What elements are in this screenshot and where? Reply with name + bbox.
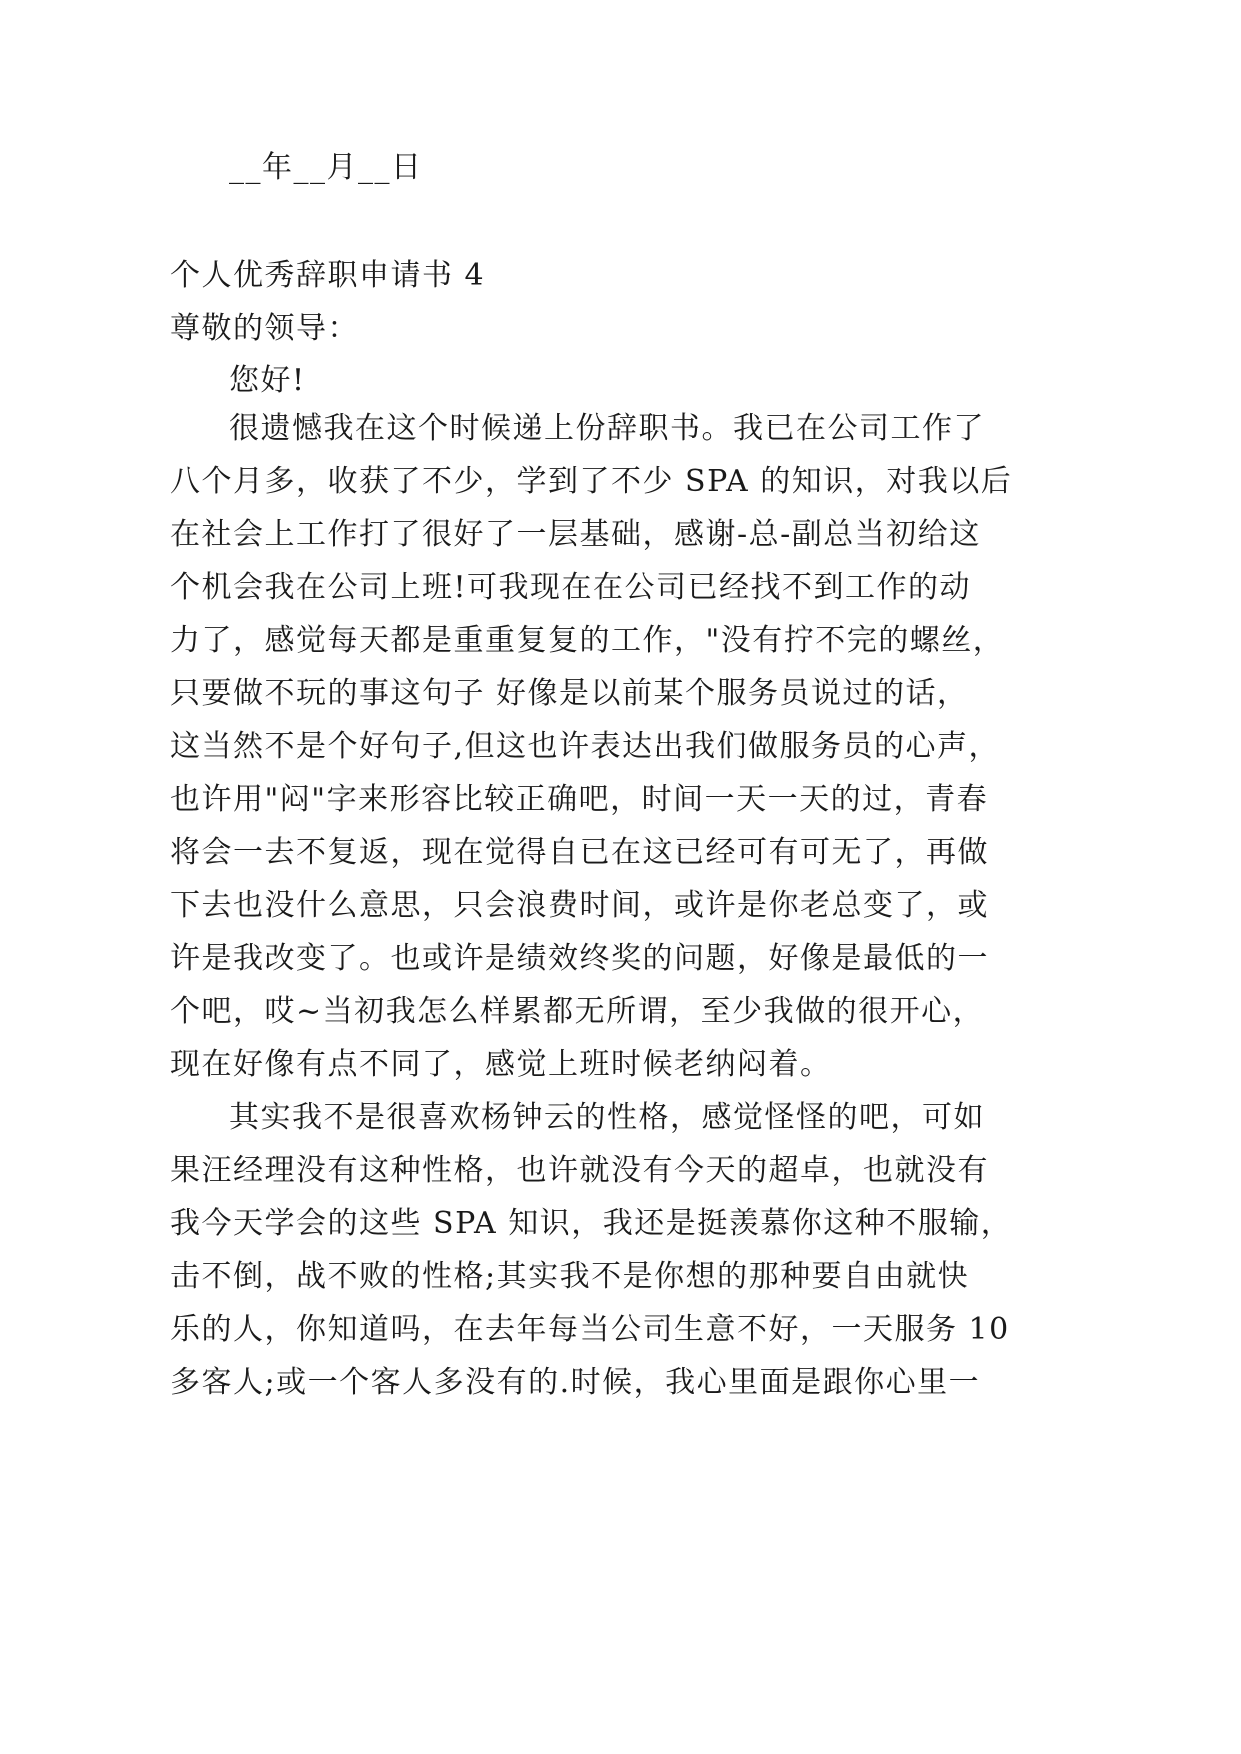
paragraph-line: 下去也没什么意思，只会浪费时间，或许是你老总变了，或 xyxy=(170,888,989,923)
paragraph-line: 将会一去不复返，现在觉得自已在这已经可有可无了，再做 xyxy=(170,835,989,870)
paragraph-line: 现在好像有点不同了，感觉上班时候老纳闷着。 xyxy=(170,1047,832,1082)
paragraph-line: 我今天学会的这些 SPA 知识，我还是挺羡慕你这种不服输， xyxy=(170,1206,1013,1241)
paragraph-line: 多客人;或一个客人多没有的.时候，我心里面是跟你心里一 xyxy=(170,1365,981,1400)
paragraph-line: 也许用"闷"字来形容比较正确吧，时间一天一天的过，青春 xyxy=(170,782,989,817)
greeting: 您好! xyxy=(229,363,306,398)
document-title: 个人优秀辞职申请书 4 xyxy=(170,258,486,293)
paragraph-line: 其实我不是很喜欢杨钟云的性格，感觉怪怪的吧，可如 xyxy=(229,1100,985,1135)
paragraph-line: 很遗憾我在这个时候递上份辞职书。我已在公司工作了 xyxy=(229,411,985,446)
paragraph-line: 乐的人，你知道吗，在去年每当公司生意不好，一天服务 10 xyxy=(170,1312,1010,1347)
paragraph-line: 八个月多，收获了不少，学到了不少 SPA 的知识，对我以后 xyxy=(170,464,1013,499)
date-line: __年__月__日 xyxy=(229,150,423,185)
paragraph-line: 果汪经理没有这种性格，也许就没有今天的超卓，也就没有 xyxy=(170,1153,989,1188)
paragraph-line: 个机会我在公司上班!可我现在在公司已经找不到工作的动 xyxy=(170,570,972,605)
paragraph-line: 力了，感觉每天都是重重复复的工作，"没有拧不完的螺丝， xyxy=(170,623,1005,658)
paragraph-line: 这当然不是个好句子,但这也许表达出我们做服务员的心声， xyxy=(170,729,1001,764)
paragraph-line: 个吧，哎~当初我怎么样累都无所谓，至少我做的很开心， xyxy=(170,994,985,1029)
paragraph-line: 击不倒，战不败的性格;其实我不是你想的那种要自由就快 xyxy=(170,1259,970,1294)
paragraph-line: 在社会上工作打了很好了一层基础，感谢-总-副总当初给这 xyxy=(170,517,981,552)
salutation: 尊敬的领导： xyxy=(170,311,359,346)
paragraph-line: 许是我改变了。也或许是绩效终奖的问题，好像是最低的一 xyxy=(170,941,989,976)
paragraph-line: 只要做不玩的事这句子 好像是以前某个服务员说过的话， xyxy=(170,676,969,711)
